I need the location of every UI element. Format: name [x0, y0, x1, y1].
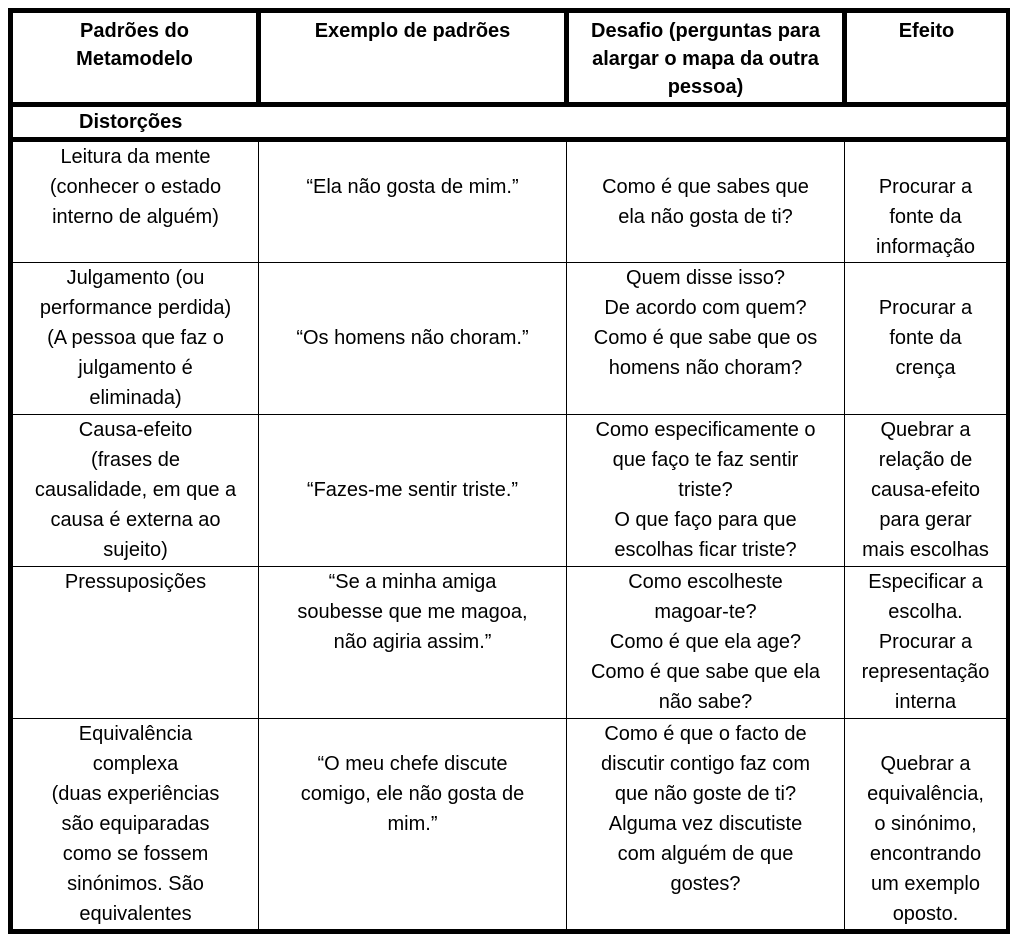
cell-line: O que faço para que: [614, 509, 797, 531]
pattern-cell: [13, 567, 259, 719]
cell-line: oposto.: [892, 903, 959, 925]
cell-line: como se fossem: [62, 843, 209, 865]
header-effect: [845, 13, 1007, 105]
cell-line: encontrando: [869, 843, 982, 865]
header-example: [259, 13, 567, 105]
header-line: Metamodelo: [76, 48, 193, 70]
cell-line: triste?: [678, 479, 733, 501]
cell-line: mim.”: [387, 813, 438, 835]
cell-line: Quebrar a: [880, 419, 971, 441]
cell-line: Como especificamente o: [595, 419, 816, 441]
cell-line: interno de alguém): [52, 206, 219, 228]
cell-line: “Fazes-me sentir triste.”: [306, 479, 519, 501]
header-line: Exemplo de padrões: [314, 20, 511, 42]
cell-line: Procurar a: [878, 631, 973, 653]
header-line: Desafio (perguntas para: [591, 20, 820, 42]
cell-line: ela não gosta de ti?: [618, 206, 793, 228]
cell-line: performance perdida): [39, 297, 232, 319]
section-row: [13, 105, 1007, 140]
challenge-cell: [567, 415, 845, 567]
cell-line: “O meu chefe discute: [317, 753, 508, 775]
header-line: alargar o mapa da outra: [592, 48, 819, 70]
cell-line: (A pessoa que faz o: [47, 327, 224, 349]
cell-line: o sinónimo,: [874, 813, 977, 835]
cell-line: representação: [861, 661, 990, 683]
cell-line: (conhecer o estado: [49, 176, 222, 198]
cell-line: Como é que o facto de: [604, 723, 807, 745]
cell-line: “Ela não gosta de mim.”: [306, 176, 519, 198]
cell-line: relação de: [878, 449, 973, 471]
example-cell: [259, 263, 567, 415]
pattern-cell: [13, 263, 259, 415]
table-row: [13, 567, 1007, 719]
cell-line: julgamento é: [78, 357, 193, 379]
cell-line: Causa-efeito: [78, 419, 193, 441]
effect-cell: [845, 263, 1007, 415]
cell-line: que não goste de ti?: [614, 783, 797, 805]
example-cell: [259, 415, 567, 567]
cell-line: Como é que sabe que os: [593, 327, 818, 349]
cell-line: causa-efeito: [871, 479, 980, 501]
table-row: [13, 263, 1007, 415]
cell-line: complexa: [92, 753, 179, 775]
example-cell: [259, 567, 567, 719]
cell-line: gostes?: [670, 873, 741, 895]
cell-line: Julgamento (ou: [66, 267, 205, 289]
cell-line: Pressuposições: [64, 571, 207, 593]
header-line: Padrões do: [80, 20, 189, 42]
cell-line: Como é que sabes que: [602, 176, 809, 198]
cell-line: causa é externa ao: [50, 509, 221, 531]
cell-line: discutir contigo faz com: [601, 753, 810, 775]
cell-line: escolhas ficar triste?: [614, 539, 797, 561]
cell-line: equivalência,: [867, 783, 984, 805]
effect-cell: [845, 719, 1007, 930]
cell-line: escolha.: [888, 601, 963, 623]
cell-line: não agiria assim.”: [333, 631, 492, 653]
cell-line: Como é que sabe que ela: [590, 661, 821, 683]
cell-line: Procurar a: [878, 176, 973, 198]
example-cell: [259, 140, 567, 263]
example-cell: [259, 719, 567, 930]
cell-line: “Os homens não choram.”: [296, 327, 529, 349]
cell-line: Alguma vez discutiste: [608, 813, 803, 835]
cell-line: “Se a minha amiga: [328, 571, 497, 593]
cell-line: Especificar a: [868, 571, 983, 593]
pattern-cell: [13, 719, 259, 930]
cell-line: (frases de: [91, 449, 180, 471]
cell-line: sinónimos. São: [67, 873, 204, 895]
table-row: [13, 415, 1007, 567]
cell-line: não sabe?: [658, 691, 753, 713]
cell-line: (duas experiências: [51, 783, 220, 805]
cell-line: Como escolheste: [628, 571, 783, 593]
cell-line: eliminada): [89, 387, 182, 409]
section-title: Distorções: [13, 105, 1007, 140]
cell-line: um exemplo: [871, 873, 980, 895]
cell-line: De acordo com quem?: [604, 297, 807, 319]
metamodel-table: [12, 12, 1007, 930]
header-challenge: [567, 13, 845, 105]
cell-line: mais escolhas: [862, 539, 989, 561]
cell-line: causalidade, em que a: [34, 479, 237, 501]
cell-line: crença: [895, 357, 956, 379]
cell-line: que faço te faz sentir: [612, 449, 799, 471]
challenge-cell: [567, 567, 845, 719]
cell-line: com alguém de que: [617, 843, 794, 865]
cell-line: Procurar a: [878, 297, 973, 319]
effect-cell: [845, 140, 1007, 263]
metamodel-table-frame: [8, 8, 1010, 934]
cell-line: informação: [876, 236, 975, 258]
cell-line: fonte da: [889, 206, 962, 228]
table-row: [13, 140, 1007, 263]
cell-line: comigo, ele não gosta de: [300, 783, 525, 805]
cell-line: interna: [894, 691, 957, 713]
table-header-row: [13, 13, 1007, 105]
cell-line: homens não choram?: [608, 357, 803, 379]
effect-cell: [845, 415, 1007, 567]
cell-line: para gerar: [879, 509, 972, 531]
challenge-cell: [567, 263, 845, 415]
cell-line: magoar-te?: [654, 601, 757, 623]
header-line: pessoa): [667, 76, 744, 98]
cell-line: soubesse que me magoa,: [297, 601, 528, 623]
header-patterns: [13, 13, 259, 105]
cell-line: fonte da: [889, 327, 962, 349]
cell-line: são equiparadas: [61, 813, 210, 835]
pattern-cell: [13, 140, 259, 263]
effect-cell: [845, 567, 1007, 719]
challenge-cell: [567, 140, 845, 263]
challenge-cell: [567, 719, 845, 930]
cell-line: equivalentes: [79, 903, 192, 925]
cell-line: Quebrar a: [880, 753, 971, 775]
pattern-cell: [13, 415, 259, 567]
cell-line: Como é que ela age?: [609, 631, 802, 653]
cell-line: sujeito): [103, 539, 168, 561]
cell-line: Equivalência: [78, 723, 193, 745]
cell-line: Quem disse isso?: [626, 267, 785, 289]
cell-line: Leitura da mente: [60, 146, 211, 168]
table-row: [13, 719, 1007, 930]
header-line: Efeito: [898, 20, 955, 42]
